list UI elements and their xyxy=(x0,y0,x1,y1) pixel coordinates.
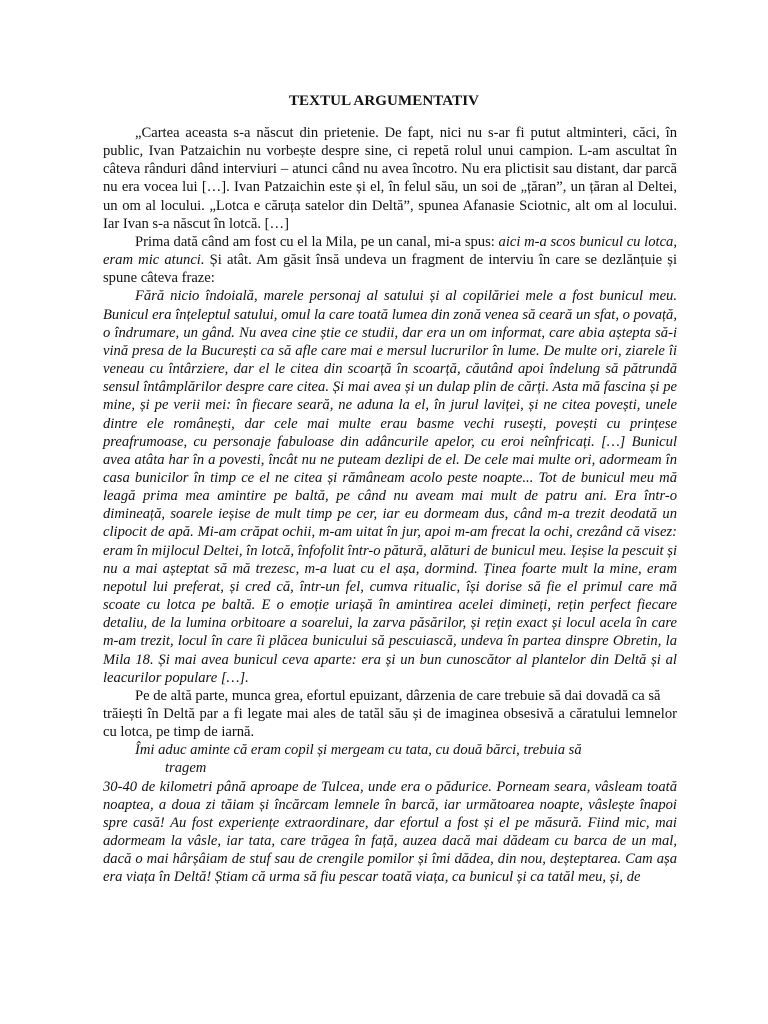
paragraph-mila-start: Prima dată când am fost cu el la Mila, pe un canal, mi-a spus: xyxy=(135,233,499,250)
paragraph-father-quote-hanging-word: tragem xyxy=(165,760,207,777)
paragraph-other-side-first-line: Pe de altă parte, munca grea, efortul epuizant, dârzenia de care trebuie să dai dovadă ca să xyxy=(135,687,661,704)
document-body xyxy=(103,124,677,887)
paragraph-father-quote-first-line: Îmi aduc aminte că eram copil și mergeam cu tata, cu două bărci, trebuia să xyxy=(135,742,582,759)
paragraph-mila-end: Și atât. Am găsit însă undeva un fragment de interviu în care se dezlănțuie și spune câteva fraze: xyxy=(103,252,677,287)
paragraph-other-side-rest: trăiești în Deltă par a fi legate mai ales de tatăl său și de imaginea obsesivă a căratului lemnelor cu lotca, pe timp de iarnă. xyxy=(103,706,677,741)
document-title: TEXTUL ARGUMENTATIV xyxy=(288,93,480,109)
paragraph-father-quote-rest: 30-40 de kilometri până aproape de Tulcea, unde era o pădurice. Porneam seara, vâsleam toată noaptea, a doua zi tăiam și încărcam lemnele în barcă, iar următoarea noapte, vâslește înapoi spre casă! Au fost experiențe extraordinare, dar efortul a fost și el pe măsură. Fiind mic, mai adormeam la vâsle, iar tata, care trăgea în față, auzea dacă mai dădeam cu barca de un mal, dacă o mai hârșâiam de stuf sau de crengile pomilor și îmi dădea, din nou, deșteptarea. Cam așa era viața în Deltă! Știam că urma să fiu pescar toată viața, ca bunicul și ca tatăl meu, și, de xyxy=(103,778,677,886)
paragraph-mila-quote: aici m-a scos bunicul cu lotca, eram mic atunci. xyxy=(103,233,677,269)
paragraph-intro: „Cartea aceasta s-a născut din prietenie. De fapt, nici nu s-ar fi putut altminteri, căci, în public, Ivan Patzaichin nu vorbește despre sine, ci repetă rolul unui campion. L-am ascultat în câteva rânduri dând interviuri – atunci când nu avea încotro. Nu era plictisit sau distant, dar parcă nu era vocea lui […]. Ivan Patzaichin este și el, în felul său, un soi de „țăran”, un țăran al Deltei, un om al locului. „Lotca e căruța satelor din Deltă”, spunea Afanasie Sciotnic, alt om al locului. Iar Ivan s-a născut în lotcă. […] xyxy=(103,125,677,232)
paragraph-grandfather-quote: Fără nicio îndoială, marele personaj al satului și al copilăriei mele a fost bunicul meu. Bunicul era înțeleptul satului, omul la care toată lumea din zonă venea să ceară un sfat, o povață, o îndrumare, un gând. Nu avea cine știe ce studii, dar era un om informat, care abia aștepta să-i vină presa de la București ca să afle care mai e mersul lucrurilor în lume. De multe ori, ziarele îi veneau cu întârziere, dar el le citea din scoarță în scoarță, căutând apoi îndelung să pătrundă sensul întâmplărilor despre care citea. Și mai avea și un dulap plin de cărți. Asta mă fascina și pe mine, și pe verii mei: în fiecare seară, ne aduna la el, în jurul laviței, și ne citea povești, unele dintre ele românești, dar cele mai multe erau basme vechi rusești, povești cu prințese preafrumoase, cu personaje fabuloase din adâncurile apelor, cu eroi neînfricați. […] Bunicul avea atâta har în a povesti, încât nu ne puteam dezlipi de el. De cele mai multe ori, adormeam în casa bunicilor în timp ce el ne citea și rămâneam acolo peste noapte... Tot de bunicul meu mă leagă prima mea amintire pe baltă, pe când nu aveam mai mult de patru ani. Era într-o dimineață, soarele ieșise de mult timp pe cer, iar eu dormeam dus, când m-a trezit deodată un clipocit de apă. Mi-am crăpat ochii, m-am uitat în jur, apoi m-am frecat la ochi, crezând că visez: eram în mijlocul Deltei, în lotcă, înfofolit într-o pătură, alături de bunicul meu. Ieșise la pescuit și nu a mai așteptat să mă trezesc, m-a luat cu el așa, dormind. Ținea foarte mult la mine, eram nepotul lui preferat, și cred că, într-un fel, cumva ritualic, își dorise să fie el primul care mă scoate cu lotca pe baltă. E o emoție uriașă în amintirea acelei dimineți, rețin perfect fiecare detaliu, de la lumina orbitoare a soarelui, la zarva păsărilor, și rețin exact și locul acela în care m-am trezit, locul în care îi plăcea bunicului să pescuiască, undeva în partea dinspre Obretin, la Mila 18. Și mai avea bunicul ceva aparte: era și un bun cunoscător al plantelor din Deltă și al leacurilor populare […]. xyxy=(103,288,677,686)
paragraph-mila xyxy=(103,233,677,287)
